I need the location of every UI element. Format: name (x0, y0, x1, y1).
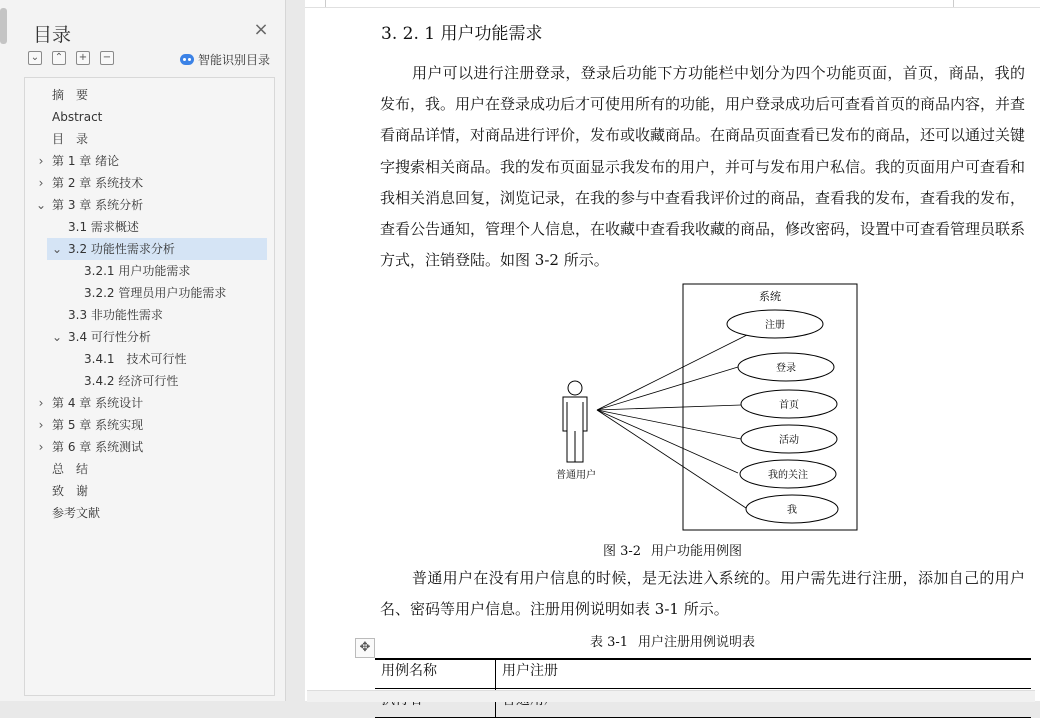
system-label: 系统 (759, 290, 781, 303)
actor-icon (563, 381, 587, 462)
table-caption-text: 用户注册用例说明表 (638, 635, 756, 650)
add-heading-icon[interactable]: + (76, 51, 90, 65)
toc-item-3-2-1[interactable] (84, 260, 190, 282)
chevron-right-icon[interactable]: › (38, 176, 44, 190)
toc-item-summary[interactable] (52, 458, 88, 480)
table-move-handle-icon[interactable]: ✥ (355, 638, 375, 658)
toc-item-3-2-2[interactable] (84, 282, 226, 304)
horizontal-scrollbar[interactable] (307, 690, 1035, 702)
chevron-down-icon[interactable]: ⌄ (52, 330, 63, 344)
chevron-right-icon[interactable]: › (38, 440, 44, 454)
toc-item-3-4[interactable] (52, 326, 151, 348)
toc-title: 目录 (33, 24, 72, 46)
table-caption (305, 631, 1040, 650)
toc-item-references[interactable] (52, 502, 100, 524)
toc-item-3-4-1[interactable] (84, 348, 187, 370)
toc-item-label: 3.2.2 管理员用户功能需求 (84, 286, 227, 300)
toc-item-label: 第 1 章 绪论 (52, 154, 120, 168)
toc-item-label: 目 录 (52, 132, 89, 146)
use-case-diagram (550, 280, 870, 536)
chevron-right-icon[interactable]: › (38, 418, 44, 432)
figure-caption-number: 图 3-2 (602, 544, 642, 559)
toc-item-label: 3.4.1 技术可行性 (84, 352, 187, 366)
toc-item-label: 第 4 章 系统设计 (52, 396, 144, 410)
table-row (375, 660, 1031, 689)
chevron-down-icon[interactable]: ⌄ (36, 198, 47, 212)
smart-toc-label: 智能识别目录 (198, 53, 271, 67)
toc-item-label: 3.2.1 用户功能需求 (84, 264, 191, 278)
paragraph-user-functions: 用户可以进行注册登录，登录后功能下方功能栏中划分为四个功能页面，首页，商品，我的发布，我。用户在登录成功后才可使用所有的功能，用户登录成功后可查看首页的商品内容，并查看商品详情，对商品进行评价，发布或收藏商品。在商品页面查看已发布的商品，还可以通过关键字搜索相关商品。我的发布页面显示我发布的用户，并可与发布用户私信。我的页面用户可查看和我相关消息回复，浏览记录，在我的参与中查看我评价过的商品，查看我的发布，查看我的发布，查看公告通知，管理个人信息，在收藏中查看我收藏的商品，修改密码，设置中可查看管理员联系方式，注销登陆。如图 3-2 所示。 (380, 64, 1026, 270)
toc-item-label: 第 6 章 系统测试 (52, 440, 144, 454)
smart-assistant-icon (180, 54, 194, 65)
toc-item-chapter-6[interactable] (36, 436, 143, 458)
toc-item-chapter-2[interactable] (36, 172, 143, 194)
use-case-label: 我的关注 (768, 470, 808, 481)
table-cell-value[interactable]: 用户注册 (502, 663, 558, 679)
smart-toc-button[interactable] (180, 51, 270, 68)
toc-item-contents[interactable] (52, 128, 88, 150)
use-case-label: 首页 (779, 400, 799, 411)
toc-item-label: 第 2 章 系统技术 (52, 176, 144, 190)
toc-item-chapter-5[interactable] (36, 414, 143, 436)
toc-item-label: 3.1 需求概述 (68, 220, 139, 234)
section-heading: 3. 2. 1 用户功能需求 (381, 24, 543, 44)
toc-list (24, 77, 275, 696)
toc-item-abstract-cn[interactable] (52, 84, 88, 106)
chevron-right-icon[interactable]: › (38, 154, 44, 168)
collapse-all-icon[interactable]: ⌄ (28, 51, 42, 65)
toc-item-chapter-4[interactable] (36, 392, 143, 414)
toc-item-3-4-2[interactable] (84, 370, 178, 392)
toc-item-3-1[interactable] (68, 216, 139, 238)
toc-item-thanks[interactable] (52, 480, 88, 502)
toc-item-abstract-en[interactable] (52, 106, 102, 128)
figure-caption-text: 用户功能用例图 (651, 544, 743, 559)
toc-toolbar (28, 51, 114, 65)
toc-item-label: Abstract (52, 110, 103, 124)
remove-heading-icon[interactable]: − (100, 51, 114, 65)
actor-label: 普通用户 (556, 470, 596, 481)
toc-item-3-3[interactable] (68, 304, 163, 326)
toc-scrollbar[interactable] (0, 8, 7, 44)
close-icon[interactable]: × (253, 19, 269, 40)
page-margin-marks (305, 0, 1040, 8)
use-case-label: 活动 (779, 435, 799, 446)
toc-item-chapter-1[interactable] (36, 150, 119, 172)
toc-panel (0, 0, 286, 701)
toc-item-label: 3.4 可行性分析 (68, 330, 151, 344)
use-case-label: 注册 (765, 320, 785, 331)
toc-item-chapter-3[interactable] (36, 194, 143, 216)
use-case-table (375, 658, 1031, 718)
use-case-label: 我 (787, 505, 797, 516)
figure-caption (305, 540, 1040, 559)
use-case-label: 登录 (776, 363, 796, 374)
toc-item-label: 3.2 功能性需求分析 (68, 242, 175, 256)
toc-item-label: 3.4.2 经济可行性 (84, 374, 179, 388)
toc-item-label: 摘 要 (52, 88, 89, 102)
paragraph-register: 普通用户在没有用户信息的时候，是无法进入系统的。用户需先进行注册，添加自己的用户名、密码等用户信息。注册用例说明如表 3-1 所示。 (380, 569, 1025, 619)
toc-item-label: 第 5 章 系统实现 (52, 418, 144, 432)
toc-item-label: 总 结 (52, 462, 89, 476)
toc-item-label: 参考文献 (52, 506, 101, 520)
table-caption-number: 表 3-1 (589, 635, 629, 650)
expand-all-icon[interactable]: ⌃ (52, 51, 66, 65)
table-cell-key[interactable]: 用例名称 (375, 660, 496, 688)
toc-item-label: 3.3 非功能性需求 (68, 308, 163, 322)
toc-item-label: 致 谢 (52, 484, 89, 498)
toc-item-label: 第 3 章 系统分析 (52, 198, 144, 212)
toc-item-3-2-selected[interactable] (47, 238, 267, 260)
chevron-right-icon[interactable]: › (38, 396, 44, 410)
chevron-down-icon[interactable]: ⌄ (52, 242, 63, 256)
document-page[interactable] (305, 0, 1040, 701)
